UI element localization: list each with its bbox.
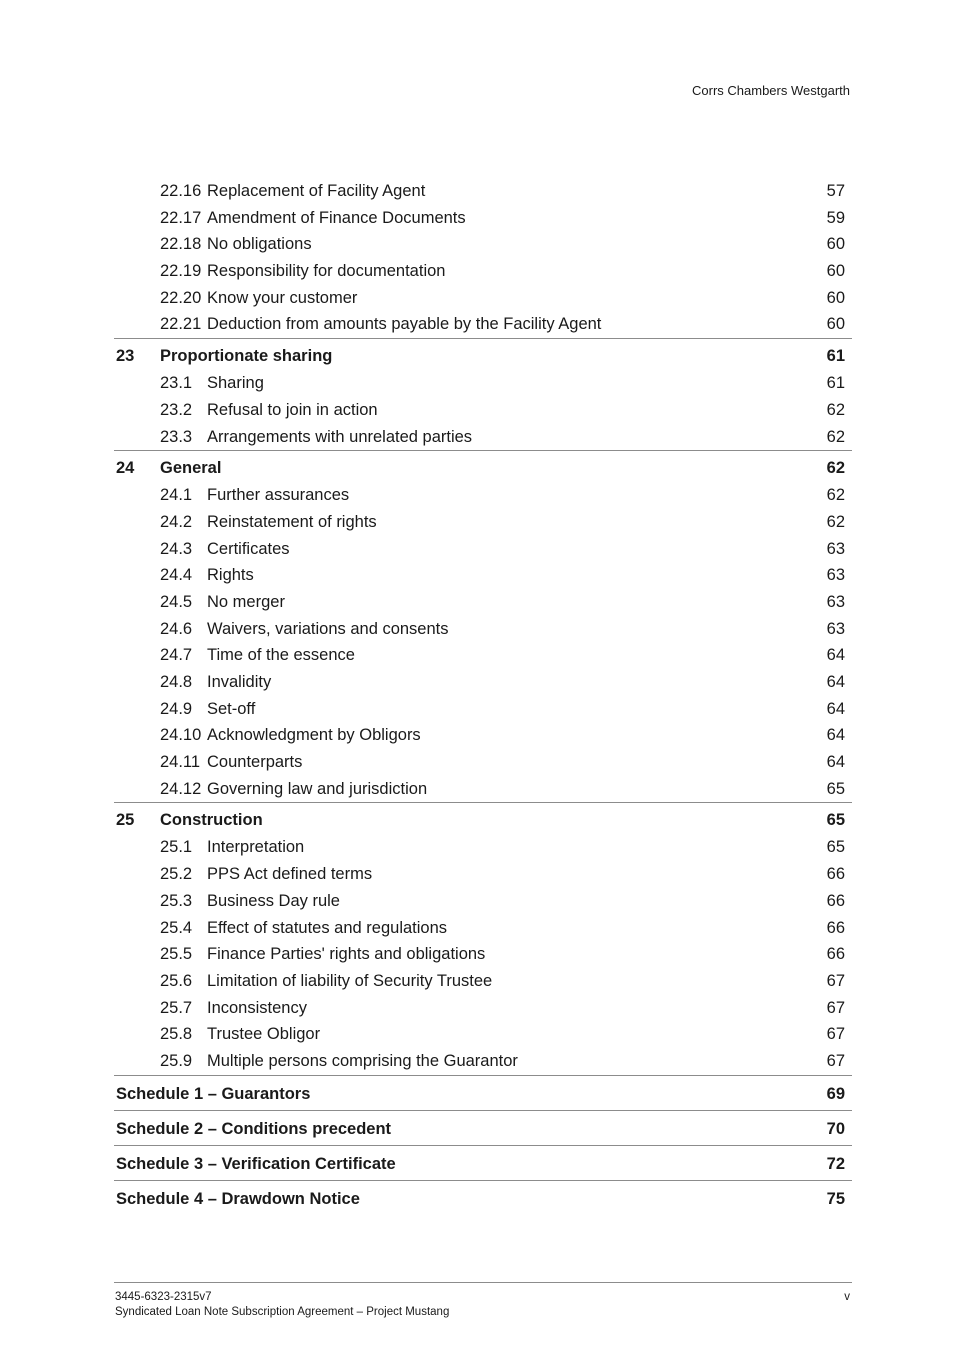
toc-entry-title: Time of the essence	[207, 646, 355, 665]
toc-entry-number: 24.10	[160, 726, 202, 745]
toc-entry-number: 24.2	[160, 512, 193, 531]
toc-entry-title: Finance Parties' rights and obligations	[207, 945, 486, 964]
toc-section-heading[interactable]	[114, 450, 852, 482]
toc-entry-number: 25.1	[160, 838, 193, 857]
toc-entry-number: 24.1	[160, 486, 193, 505]
toc-entry-title: Acknowledgment by Obligors	[207, 726, 421, 745]
toc-entry-page: 59	[826, 208, 845, 227]
toc-entry-page: 63	[826, 539, 845, 558]
toc-entry[interactable]	[114, 397, 852, 424]
toc-entry-number: 25.8	[160, 1025, 193, 1044]
toc-entry-title: PPS Act defined terms	[207, 865, 373, 884]
toc-entry-page: 72	[826, 1154, 845, 1173]
document-title: Syndicated Loan Note Subscription Agreement – Project Mustang	[115, 1306, 450, 1318]
toc-entry[interactable]	[114, 178, 852, 205]
toc-entry-page: 66	[826, 891, 845, 910]
toc-entry-title: Arrangements with unrelated parties	[207, 427, 473, 446]
toc-entry-page: 70	[826, 1119, 845, 1138]
toc-entry-page: 64	[826, 699, 845, 718]
toc-entry[interactable]	[114, 482, 852, 509]
toc-entry[interactable]	[114, 370, 852, 397]
toc-entry-page: 62	[826, 486, 845, 505]
toc-entry-title: Proportionate sharing	[160, 347, 333, 366]
toc-entry-number: 22.21	[160, 315, 202, 334]
toc-entry-page: 60	[826, 315, 845, 334]
toc-entry-title: Set-off	[207, 699, 256, 718]
toc-entry-title: Schedule 4 – Drawdown Notice	[116, 1189, 360, 1208]
toc-entry-page: 63	[826, 592, 845, 611]
toc-entry-title: Counterparts	[207, 753, 303, 772]
toc-entry-number: 22.20	[160, 288, 202, 307]
toc-entry-number: 25.5	[160, 945, 193, 964]
page-number: v	[844, 1291, 850, 1303]
toc-entry-title: Business Day rule	[207, 891, 340, 910]
toc-entry-number: 24.3	[160, 539, 193, 558]
toc-entry-number: 25.9	[160, 1051, 193, 1070]
toc-entry[interactable]	[114, 888, 852, 915]
toc-entry[interactable]	[114, 642, 852, 669]
toc-entry-number: 22.16	[160, 182, 202, 200]
toc-entry-page: 67	[826, 971, 845, 990]
toc-entry-title: Schedule 2 – Conditions precedent	[116, 1119, 392, 1138]
toc-entry-number: 25.2	[160, 865, 193, 884]
toc-entry-title: Governing law and jurisdiction	[207, 779, 428, 798]
toc-entry-page: 66	[826, 945, 845, 964]
toc-schedule-entry[interactable]	[114, 1180, 852, 1215]
toc-entry-page: 60	[826, 288, 845, 307]
toc-entry-title: Reinstatement of rights	[207, 512, 377, 531]
toc-entry[interactable]	[114, 509, 852, 536]
toc-entry-page: 63	[826, 619, 845, 638]
toc-entry-number: 22.18	[160, 235, 202, 254]
toc-entry-title: Interpretation	[207, 838, 305, 857]
toc-entry-title: Inconsistency	[207, 998, 307, 1017]
toc-entry-number: 22.19	[160, 262, 202, 281]
toc-entry-title: Trustee Obligor	[207, 1025, 321, 1044]
toc-entry-title: No obligations	[207, 235, 312, 254]
toc-entry[interactable]	[114, 205, 852, 232]
toc-entry-number: 24.9	[160, 699, 193, 718]
toc-entry-number: 23.1	[160, 374, 193, 393]
toc-entry-number: 24.11	[160, 753, 201, 772]
toc-entry-title: Construction	[160, 811, 263, 830]
toc-entry[interactable]	[114, 834, 852, 861]
toc-schedule-entry[interactable]	[114, 1145, 852, 1180]
toc-entry[interactable]	[114, 424, 852, 451]
toc-section-heading[interactable]	[114, 802, 852, 834]
toc-entry-title: Amendment of Finance Documents	[207, 208, 466, 227]
toc-entry-page: 64	[826, 646, 845, 665]
toc-entry-number: 23.2	[160, 400, 193, 419]
table-of-contents	[114, 178, 852, 1215]
toc-entry-number: 23.3	[160, 427, 193, 446]
header-firm-name: Corrs Chambers Westgarth	[692, 83, 850, 98]
toc-entry-page: 61	[826, 347, 845, 366]
toc-entry[interactable]	[114, 589, 852, 616]
toc-entry[interactable]	[114, 616, 852, 643]
toc-entry-page: 62	[826, 427, 845, 446]
toc-schedule-entry[interactable]	[114, 1110, 852, 1145]
toc-entry-page: 75	[826, 1189, 845, 1208]
toc-entry-title: Limitation of liability of Security Trustee	[207, 971, 493, 990]
toc-entry[interactable]	[114, 776, 852, 803]
toc-entry-page: 69	[826, 1084, 845, 1103]
toc-entry-title: Refusal to join in action	[207, 400, 378, 419]
toc-entry-number: 24.6	[160, 619, 193, 638]
toc-entry-title: No merger	[207, 592, 285, 611]
document-reference: 3445-6323-2315v7	[115, 1291, 212, 1303]
toc-entry[interactable]	[114, 1021, 852, 1048]
toc-entry-page: 60	[826, 262, 845, 281]
toc-entry-number: 22.17	[160, 208, 202, 227]
toc-entry[interactable]	[114, 722, 852, 749]
toc-entry-page: 65	[826, 838, 845, 857]
toc-entry-number: 25	[116, 811, 135, 830]
toc-schedule-entry[interactable]	[114, 1075, 852, 1110]
toc-entry[interactable]	[114, 311, 852, 338]
toc-section-heading[interactable]	[114, 338, 852, 370]
toc-entry-page: 62	[826, 459, 845, 478]
toc-entry-title: Rights	[207, 566, 254, 585]
toc-entry-title: Further assurances	[207, 486, 350, 505]
toc-entry-page: 65	[826, 811, 845, 830]
toc-entry-page: 67	[826, 1025, 845, 1044]
toc-entry[interactable]	[114, 258, 852, 285]
toc-entry[interactable]	[114, 562, 852, 589]
footer-divider	[114, 1282, 852, 1283]
toc-entry-title: Effect of statutes and regulations	[207, 918, 448, 937]
toc-entry-number: 24.4	[160, 566, 193, 585]
toc-entry-number: 24.8	[160, 673, 193, 691]
toc-entry[interactable]	[114, 669, 852, 696]
toc-entry[interactable]	[114, 995, 852, 1022]
toc-entry-number: 24	[116, 459, 135, 478]
toc-entry[interactable]	[114, 1048, 852, 1075]
toc-entry-title: Responsibility for documentation	[207, 262, 446, 281]
toc-entry[interactable]	[114, 968, 852, 995]
toc-entry-page: 64	[826, 726, 845, 745]
toc-entry[interactable]	[114, 536, 852, 563]
toc-entry-page: 65	[826, 779, 845, 798]
toc-entry-page: 61	[826, 374, 845, 393]
toc-entry-page: 57	[826, 182, 845, 200]
toc-entry-page: 67	[826, 998, 845, 1017]
toc-entry-number: 25.3	[160, 891, 193, 910]
toc-entry-title: Invalidity	[207, 673, 272, 691]
toc-entry-number: 25.7	[160, 998, 193, 1017]
toc-entry[interactable]	[114, 231, 852, 258]
toc-entry-page: 64	[826, 673, 845, 691]
toc-entry-title: Waivers, variations and consents	[207, 619, 449, 638]
toc-entry-title: Deduction from amounts payable by the Facility Agent	[207, 315, 602, 334]
toc-entry-number: 25.6	[160, 971, 193, 990]
toc-entry-page: 66	[826, 918, 845, 937]
toc-entry-page: 62	[826, 400, 845, 419]
toc-entry-title: Schedule 3 – Verification Certificate	[116, 1154, 396, 1173]
toc-entry-number: 24.12	[160, 779, 202, 798]
toc-entry[interactable]	[114, 861, 852, 888]
toc-entry-page: 60	[826, 235, 845, 254]
toc-entry[interactable]	[114, 696, 852, 723]
toc-entry-page: 62	[826, 512, 845, 531]
toc-entry-page: 66	[826, 865, 845, 884]
toc-entry[interactable]	[114, 285, 852, 312]
toc-entry-number: 23	[116, 347, 135, 366]
toc-entry[interactable]	[114, 941, 852, 968]
toc-entry-number: 24.5	[160, 592, 193, 611]
toc-entry[interactable]	[114, 749, 852, 776]
toc-entry-title: Sharing	[207, 374, 264, 393]
toc-entry-page: 64	[826, 753, 845, 772]
toc-entry-title: Know your customer	[207, 288, 358, 307]
toc-entry-page: 63	[826, 566, 845, 585]
toc-entry-title: Certificates	[207, 539, 290, 558]
toc-entry-title: General	[160, 459, 222, 478]
toc-entry-number: 25.4	[160, 918, 193, 937]
toc-entry-title: Schedule 1 – Guarantors	[116, 1084, 311, 1103]
toc-entry-title: Replacement of Facility Agent	[207, 182, 426, 200]
toc-entry-number: 24.7	[160, 646, 193, 665]
toc-entry[interactable]	[114, 915, 852, 942]
toc-entry-page: 67	[826, 1051, 845, 1070]
toc-entry-title: Multiple persons comprising the Guarantor	[207, 1051, 518, 1070]
